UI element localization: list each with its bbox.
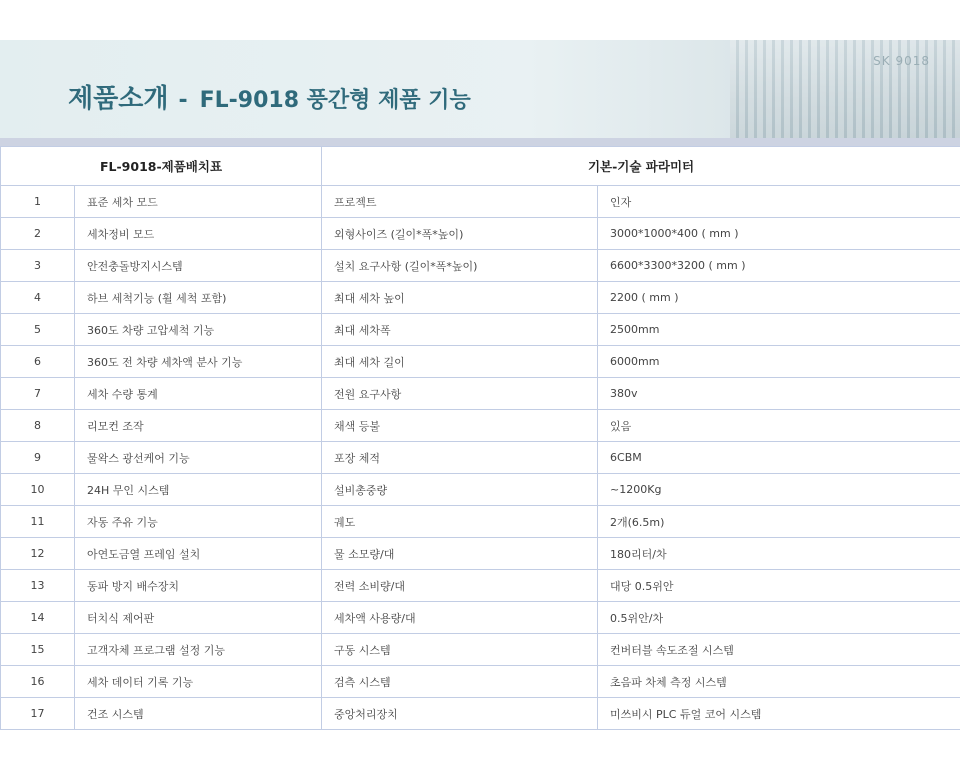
table-row — [1, 666, 960, 698]
value-cell: 6600*3300*3200 ( mm ) — [598, 250, 960, 282]
param-cell: 세차액 사용량/대 — [322, 602, 598, 634]
table-row — [1, 538, 960, 570]
value-cell: ~1200Kg — [598, 474, 960, 506]
table-row — [1, 474, 960, 506]
param-cell: 최대 세차 길이 — [322, 346, 598, 378]
table-row — [1, 218, 960, 250]
param-cell: 프로젝트 — [322, 186, 598, 218]
car-wash-machine-image — [730, 40, 960, 138]
table-row — [1, 602, 960, 634]
spec-table — [0, 146, 960, 730]
row-number: 9 — [1, 442, 75, 474]
feature-cell: 리모컨 조작 — [75, 410, 322, 442]
row-number: 7 — [1, 378, 75, 410]
value-cell: 2500mm — [598, 314, 960, 346]
table-header-row — [1, 147, 960, 186]
param-cell: 포장 체적 — [322, 442, 598, 474]
value-cell: 2개(6.5m) — [598, 506, 960, 538]
feature-cell: 자동 주유 기능 — [75, 506, 322, 538]
param-cell: 구동 시스템 — [322, 634, 598, 666]
row-number: 15 — [1, 634, 75, 666]
value-cell: 6000mm — [598, 346, 960, 378]
value-cell: 인자 — [598, 186, 960, 218]
feature-cell: 360도 차량 고압세척 기능 — [75, 314, 322, 346]
feature-cell: 360도 전 차량 세차액 분사 기능 — [75, 346, 322, 378]
table-row — [1, 634, 960, 666]
row-number: 10 — [1, 474, 75, 506]
param-cell: 최대 세차폭 — [322, 314, 598, 346]
param-cell: 검측 시스템 — [322, 666, 598, 698]
table-row — [1, 346, 960, 378]
feature-cell: 아연도금열 프레임 설치 — [75, 538, 322, 570]
param-cell: 전력 소비량/대 — [322, 570, 598, 602]
value-cell: 180리터/차 — [598, 538, 960, 570]
table-body — [1, 186, 960, 730]
param-cell: 전원 요구사항 — [322, 378, 598, 410]
table-row — [1, 410, 960, 442]
value-cell: 컨버터블 속도조절 시스템 — [598, 634, 960, 666]
title-main: 제품소개 — [68, 84, 169, 114]
header-divider — [0, 138, 960, 146]
feature-cell: 안전충돌방지시스템 — [75, 250, 322, 282]
param-cell: 물 소모량/대 — [322, 538, 598, 570]
table-row — [1, 570, 960, 602]
param-cell: 설비총중량 — [322, 474, 598, 506]
table-row — [1, 314, 960, 346]
row-number: 8 — [1, 410, 75, 442]
row-number: 5 — [1, 314, 75, 346]
feature-cell: 세차정비 모드 — [75, 218, 322, 250]
banner-machine-label: SK 9018 — [873, 54, 930, 68]
row-number: 14 — [1, 602, 75, 634]
param-cell: 최대 세차 높이 — [322, 282, 598, 314]
feature-cell: 24H 무인 시스템 — [75, 474, 322, 506]
value-cell: 3000*1000*400 ( mm ) — [598, 218, 960, 250]
feature-cell: 물왁스 광선케어 기능 — [75, 442, 322, 474]
row-number: 6 — [1, 346, 75, 378]
row-number: 11 — [1, 506, 75, 538]
row-number: 17 — [1, 698, 75, 730]
page-title — [68, 78, 471, 115]
right-header: 기본-기술 파라미터 — [322, 147, 960, 186]
value-cell: 있음 — [598, 410, 960, 442]
table-row — [1, 186, 960, 218]
table-row — [1, 698, 960, 730]
param-cell: 궤도 — [322, 506, 598, 538]
value-cell: 미쓰비시 PLC 듀얼 코어 시스템 — [598, 698, 960, 730]
table-row — [1, 442, 960, 474]
feature-cell: 하브 세척기능 (휠 세척 포함) — [75, 282, 322, 314]
param-cell: 설치 요구사항 (길이*폭*높이) — [322, 250, 598, 282]
table-row — [1, 506, 960, 538]
title-sub: FL-9018 풍간형 제품 기능 — [199, 88, 471, 113]
title-dash: - — [178, 88, 188, 113]
row-number: 16 — [1, 666, 75, 698]
param-cell: 중앙처리장치 — [322, 698, 598, 730]
left-header: FL-9018-제품배치표 — [1, 147, 322, 186]
value-cell: 0.5위안/차 — [598, 602, 960, 634]
feature-cell: 세차 데이터 기록 기능 — [75, 666, 322, 698]
param-cell: 채색 등불 — [322, 410, 598, 442]
row-number: 4 — [1, 282, 75, 314]
row-number: 3 — [1, 250, 75, 282]
feature-cell: 터치식 제어판 — [75, 602, 322, 634]
row-number: 1 — [1, 186, 75, 218]
feature-cell: 세차 수량 통계 — [75, 378, 322, 410]
table-row — [1, 250, 960, 282]
feature-cell: 동파 방지 배수장치 — [75, 570, 322, 602]
table-row — [1, 282, 960, 314]
row-number: 2 — [1, 218, 75, 250]
row-number: 12 — [1, 538, 75, 570]
value-cell: 380v — [598, 378, 960, 410]
feature-cell: 표준 세차 모드 — [75, 186, 322, 218]
row-number: 13 — [1, 570, 75, 602]
value-cell: 6CBM — [598, 442, 960, 474]
feature-cell: 건조 시스템 — [75, 698, 322, 730]
value-cell: 초음파 차체 측정 시스템 — [598, 666, 960, 698]
table-row — [1, 378, 960, 410]
value-cell: 대당 0.5위안 — [598, 570, 960, 602]
feature-cell: 고객자체 프로그램 설정 기능 — [75, 634, 322, 666]
param-cell: 외형사이즈 (길이*폭*높이) — [322, 218, 598, 250]
value-cell: 2200 ( mm ) — [598, 282, 960, 314]
